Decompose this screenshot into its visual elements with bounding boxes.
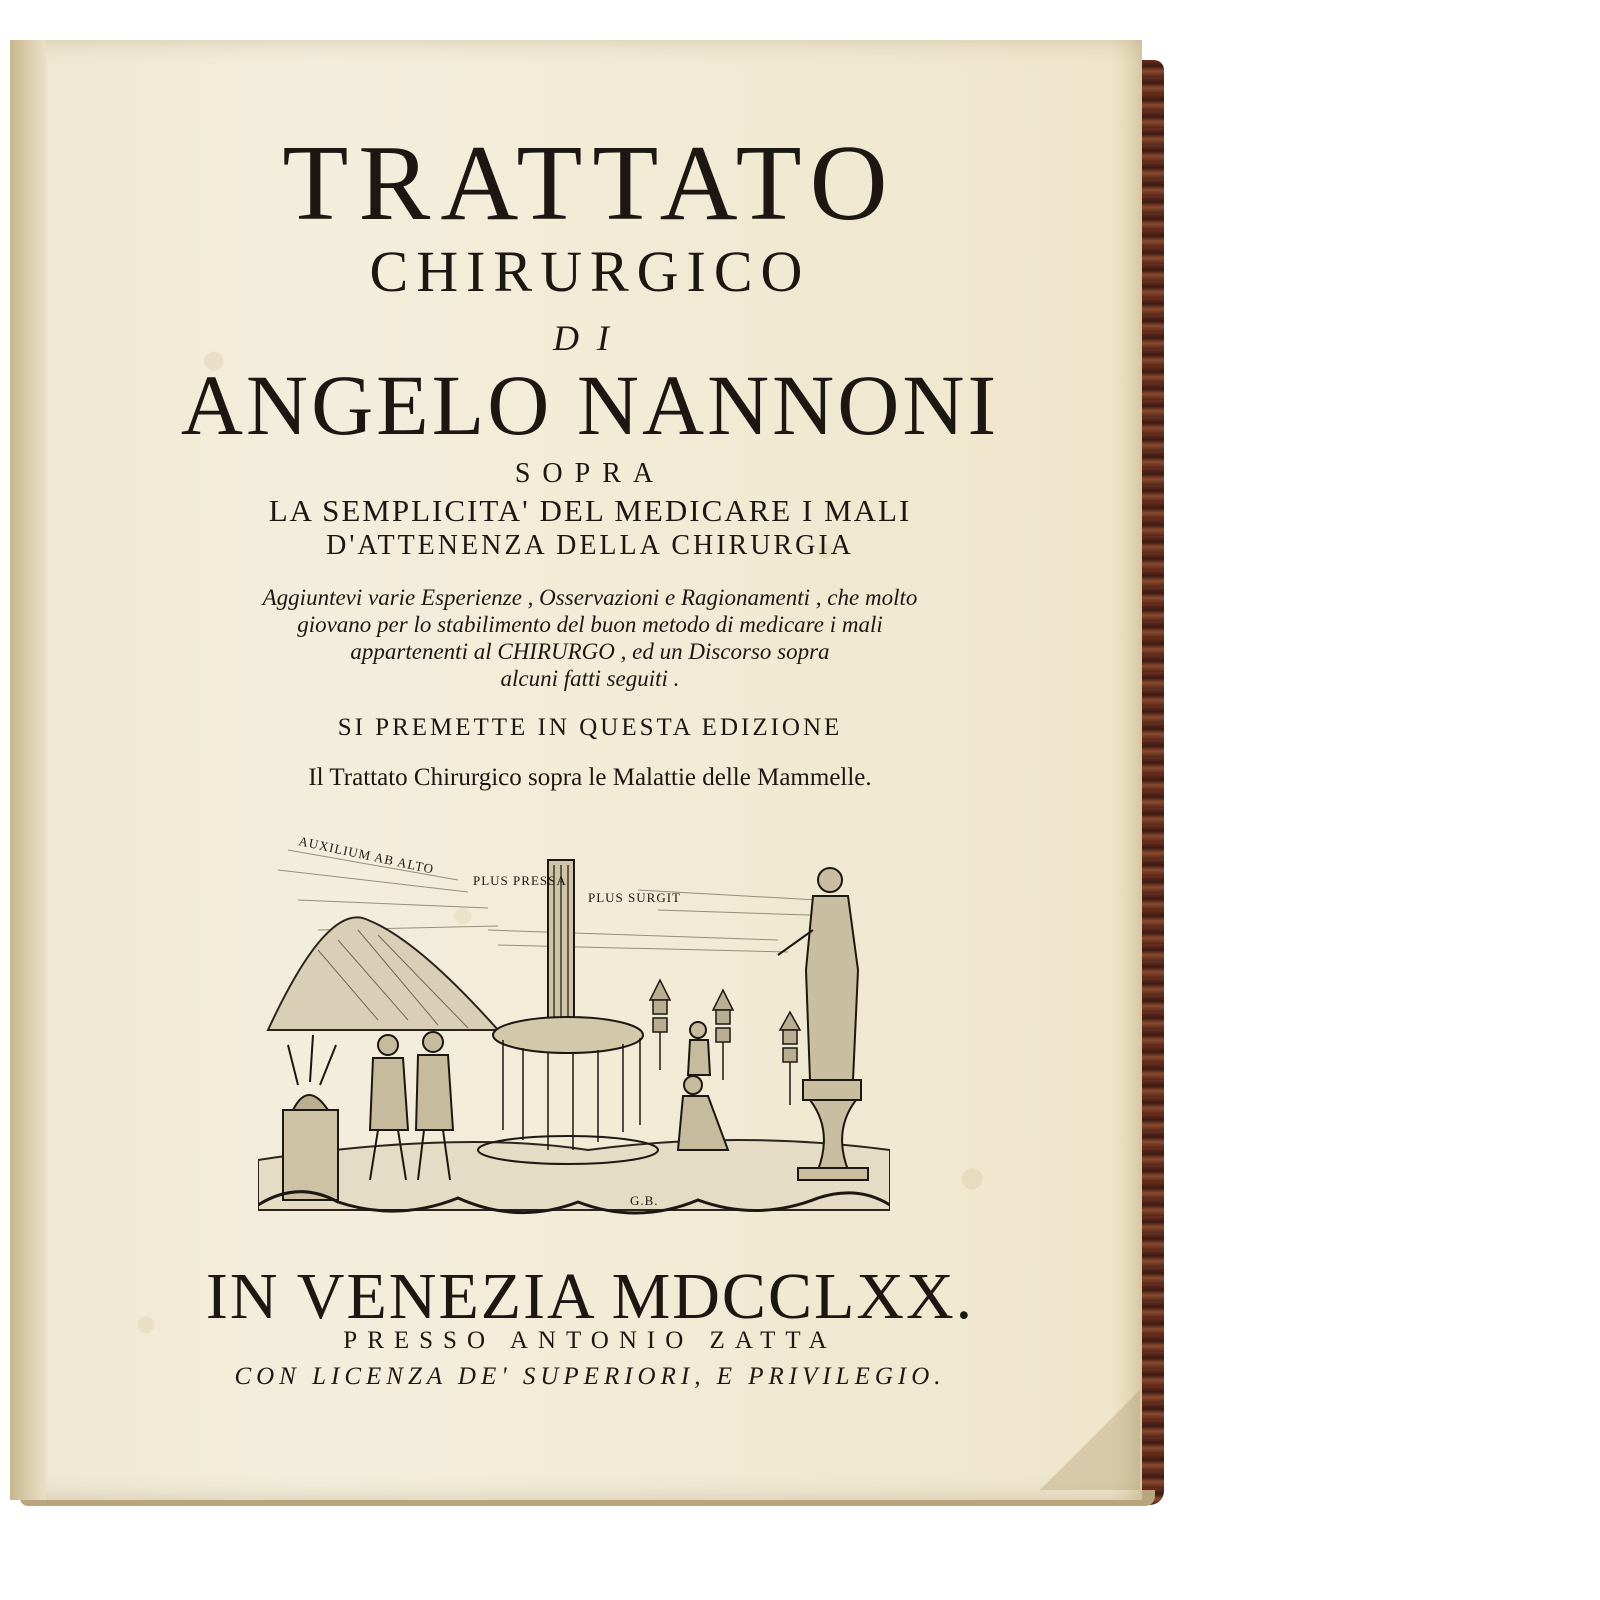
ground — [258, 1140, 890, 1210]
book-title: TRATTATO — [282, 124, 898, 243]
imprint-printer: PRESSO ANTONIO ZATTA — [343, 1327, 837, 1354]
subject-line-2: D'ATTENENZA DELLA CHIRURGIA — [326, 530, 854, 561]
appended-work: Il Trattato Chirurgico sopra le Malattie delle Mammelle. — [308, 764, 872, 791]
author-name: ANGELO NANNONI — [180, 357, 1000, 453]
page-corner-fold — [1040, 1390, 1140, 1490]
book-subtitle: CHIRURGICO — [369, 239, 811, 304]
description-line: Aggiuntevi varie Esperienze , Osservazioni e Ragionamenti , che molto — [262, 585, 918, 610]
edition-note: SI PREMETTE IN QUESTA EDIZIONE — [337, 714, 843, 741]
fountain-basin — [493, 1017, 643, 1053]
engraver-signature: G.B. — [630, 1193, 659, 1208]
plant — [288, 1035, 336, 1085]
page-gutter — [10, 40, 46, 1500]
topiary-trees — [650, 980, 800, 1105]
motto-plus-surgit: PLUS SURGIT — [588, 890, 681, 905]
description-line: giovano per lo stabilimento del buon metodo di medicare i mali — [297, 612, 883, 637]
plinth — [283, 1110, 338, 1200]
background-figure — [688, 1022, 710, 1075]
subject-line-1: LA SEMPLICITA' DEL MEDICARE I MALI — [268, 493, 912, 528]
description-line: alcuni fatti seguiti . — [500, 666, 680, 691]
subject-preposition: SOPRA — [514, 458, 666, 489]
imprint-license: CON LICENZA DE' SUPERIORI, E PRIVILEGIO. — [234, 1363, 946, 1390]
urn — [293, 1095, 328, 1110]
kneeling-figure — [678, 1076, 728, 1150]
woodcut-illustration — [258, 830, 890, 1230]
imprint-place-date: IN VENEZIA MDCCLXX. — [205, 1260, 975, 1333]
falling-water — [503, 1038, 640, 1150]
motto-auxilium: AUXILIUM AB ALTO — [297, 833, 436, 877]
author-preposition: DI — [553, 318, 627, 358]
motto-plus-pressa: PLUS PRESSA — [473, 873, 567, 888]
description-line: appartenenti al CHIRURGO , ed un Discorso sopra — [350, 639, 830, 664]
mountain — [268, 917, 498, 1030]
